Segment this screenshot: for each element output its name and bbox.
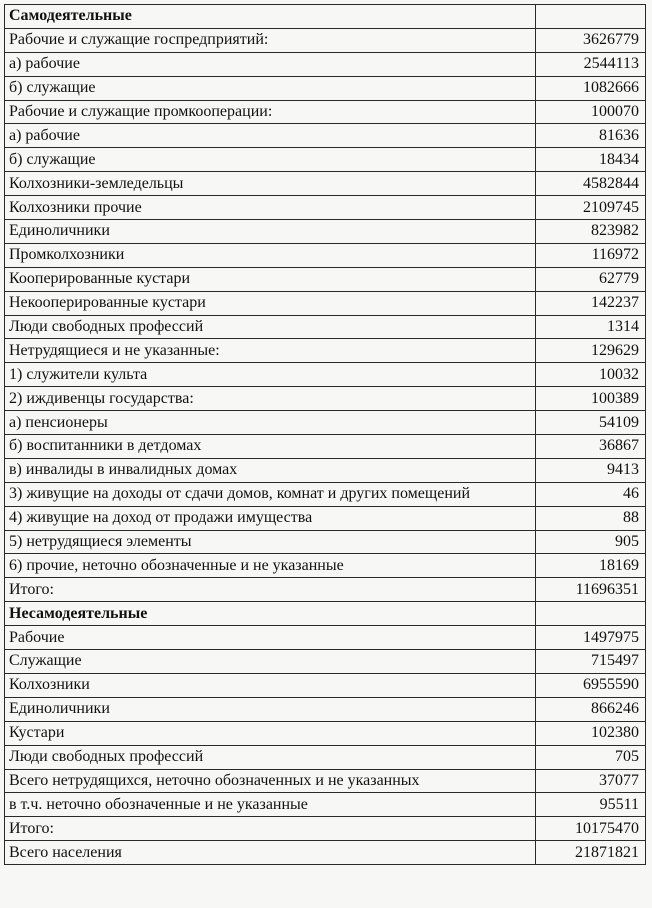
table-row	[5, 363, 646, 387]
section-header-row	[5, 5, 646, 29]
table-row	[5, 243, 646, 267]
table-row	[5, 76, 646, 100]
row-label: Некооперированные кустари	[5, 291, 536, 315]
table-row	[5, 650, 646, 674]
row-value: 823982	[536, 220, 646, 244]
row-value: 10175470	[536, 817, 646, 841]
row-label: б) служащие	[5, 148, 536, 172]
row-label: а) пенсионеры	[5, 411, 536, 435]
table-row	[5, 291, 646, 315]
row-label: Всего населения	[5, 841, 536, 865]
row-value: 705	[536, 745, 646, 769]
table-row	[5, 267, 646, 291]
table-row	[5, 841, 646, 865]
section-header-row	[5, 602, 646, 626]
row-label: Колхозники	[5, 673, 536, 697]
row-value: 100389	[536, 387, 646, 411]
table-row	[5, 673, 646, 697]
row-value: 54109	[536, 411, 646, 435]
row-value: 905	[536, 530, 646, 554]
table-row	[5, 626, 646, 650]
row-value: 46	[536, 482, 646, 506]
row-value: 62779	[536, 267, 646, 291]
row-value: 18434	[536, 148, 646, 172]
row-value: 10032	[536, 363, 646, 387]
section-title: Несамодеятельные	[5, 602, 536, 626]
row-value: 142237	[536, 291, 646, 315]
row-label: 6) прочие, неточно обозначенные и не указанные	[5, 554, 536, 578]
row-value: 1314	[536, 315, 646, 339]
table-row	[5, 721, 646, 745]
table-row	[5, 458, 646, 482]
row-value: 36867	[536, 435, 646, 459]
row-label: Промколхозники	[5, 243, 536, 267]
table-row	[5, 339, 646, 363]
table-row	[5, 554, 646, 578]
row-value: 1497975	[536, 626, 646, 650]
table-row	[5, 793, 646, 817]
table-row	[5, 482, 646, 506]
table-row	[5, 387, 646, 411]
row-value: 3626779	[536, 28, 646, 52]
row-value: 2109745	[536, 196, 646, 220]
row-label: Рабочие и служащие промкооперации:	[5, 100, 536, 124]
row-label: Кооперированные кустари	[5, 267, 536, 291]
population-table	[4, 4, 646, 865]
population-table-sheet	[4, 4, 645, 902]
row-label: Люди свободных профессий	[5, 315, 536, 339]
table-row	[5, 148, 646, 172]
table-row	[5, 506, 646, 530]
row-value: 95511	[536, 793, 646, 817]
row-value: 116972	[536, 243, 646, 267]
table-row	[5, 315, 646, 339]
table-row	[5, 817, 646, 841]
table-row	[5, 100, 646, 124]
table-row	[5, 769, 646, 793]
row-value: 21871821	[536, 841, 646, 865]
row-value: 1082666	[536, 76, 646, 100]
table-row	[5, 411, 646, 435]
row-value: 81636	[536, 124, 646, 148]
row-value: 129629	[536, 339, 646, 363]
row-label: Итого:	[5, 578, 536, 602]
row-label: а) рабочие	[5, 124, 536, 148]
table-row	[5, 745, 646, 769]
row-value: 866246	[536, 697, 646, 721]
row-label: Всего нетрудящихся, неточно обозначенных и не указанных	[5, 769, 536, 793]
row-value: 715497	[536, 650, 646, 674]
row-value: 4582844	[536, 172, 646, 196]
row-label: Нетрудящиеся и не указанные:	[5, 339, 536, 363]
table-row	[5, 172, 646, 196]
row-value: 88	[536, 506, 646, 530]
row-value: 2544113	[536, 52, 646, 76]
row-value	[536, 602, 646, 626]
section-title: Самодеятельные	[5, 5, 536, 29]
row-label: 2) иждивенцы государства:	[5, 387, 536, 411]
table-row	[5, 435, 646, 459]
table-row	[5, 220, 646, 244]
table-row	[5, 124, 646, 148]
row-label: б) служащие	[5, 76, 536, 100]
row-label: 3) живущие на доходы от сдачи домов, комнат и других помещений	[5, 482, 536, 506]
row-label: 1) служители культа	[5, 363, 536, 387]
row-label: в) инвалиды в инвалидных домах	[5, 458, 536, 482]
row-label: Рабочие	[5, 626, 536, 650]
row-label: Рабочие и служащие госпредприятий:	[5, 28, 536, 52]
row-label: Колхозники прочие	[5, 196, 536, 220]
row-label: Итого:	[5, 817, 536, 841]
table-row	[5, 52, 646, 76]
row-label: Люди свободных профессий	[5, 745, 536, 769]
row-label: Единоличники	[5, 697, 536, 721]
row-value: 102380	[536, 721, 646, 745]
table-row	[5, 530, 646, 554]
row-label: 4) живущие на доход от продажи имущества	[5, 506, 536, 530]
row-value	[536, 5, 646, 29]
row-value: 100070	[536, 100, 646, 124]
row-value: 18169	[536, 554, 646, 578]
row-label: в т.ч. неточно обозначенные и не указанные	[5, 793, 536, 817]
row-value: 6955590	[536, 673, 646, 697]
table-body	[5, 5, 646, 865]
row-label: 5) нетрудящиеся элементы	[5, 530, 536, 554]
table-row	[5, 697, 646, 721]
row-value: 11696351	[536, 578, 646, 602]
row-label: Кустари	[5, 721, 536, 745]
row-label: Служащие	[5, 650, 536, 674]
row-value: 9413	[536, 458, 646, 482]
row-label: Колхозники-земледельцы	[5, 172, 536, 196]
row-label: б) воспитанники в детдомах	[5, 435, 536, 459]
table-row	[5, 196, 646, 220]
row-label: а) рабочие	[5, 52, 536, 76]
row-label: Единоличники	[5, 220, 536, 244]
row-value: 37077	[536, 769, 646, 793]
table-row	[5, 28, 646, 52]
table-row	[5, 578, 646, 602]
